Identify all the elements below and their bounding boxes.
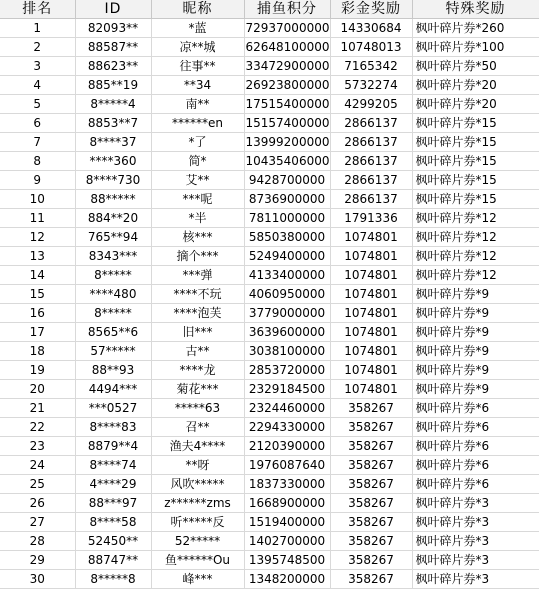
score-cell: 8736900000 xyxy=(244,190,330,209)
table-row xyxy=(0,361,539,380)
score-cell: 26923800000 xyxy=(244,76,330,95)
score-cell: 3779000000 xyxy=(244,304,330,323)
id-cell: 8565**6 xyxy=(75,323,151,342)
special-reward-cell: 枫叶碎片券*50 xyxy=(412,57,539,76)
table-row xyxy=(0,494,539,513)
rank-cell: 23 xyxy=(0,437,75,456)
score-cell: 5249400000 xyxy=(244,247,330,266)
nickname-cell: ****泡芙 xyxy=(151,304,244,323)
special-reward-cell: 枫叶碎片券*9 xyxy=(412,361,539,380)
special-reward-cell: 枫叶碎片券*9 xyxy=(412,323,539,342)
rank-cell: 27 xyxy=(0,513,75,532)
nickname-cell: 鱼******Ou xyxy=(151,551,244,570)
rank-cell: 30 xyxy=(0,570,75,589)
id-cell: 8879**4 xyxy=(75,437,151,456)
header-id: ID xyxy=(75,0,151,19)
nickname-cell: ****龙 xyxy=(151,361,244,380)
jackpot-cell: 1074801 xyxy=(330,266,412,285)
score-cell: 13999200000 xyxy=(244,133,330,152)
jackpot-cell: 358267 xyxy=(330,532,412,551)
special-reward-cell: 枫叶碎片券*12 xyxy=(412,209,539,228)
id-cell: 884**20 xyxy=(75,209,151,228)
rank-cell: 10 xyxy=(0,190,75,209)
id-cell: 57***** xyxy=(75,342,151,361)
table-row xyxy=(0,285,539,304)
score-cell: 1395748500 xyxy=(244,551,330,570)
special-reward-cell: 枫叶碎片券*20 xyxy=(412,76,539,95)
special-reward-cell: 枫叶碎片券*260 xyxy=(412,19,539,38)
score-cell: 1668900000 xyxy=(244,494,330,513)
score-cell: 72937000000 xyxy=(244,19,330,38)
rank-cell: 21 xyxy=(0,399,75,418)
nickname-cell: 召** xyxy=(151,418,244,437)
table-row xyxy=(0,114,539,133)
id-cell: 8*****4 xyxy=(75,95,151,114)
special-reward-cell: 枫叶碎片券*15 xyxy=(412,133,539,152)
id-cell: ***0527 xyxy=(75,399,151,418)
nickname-cell: 南** xyxy=(151,95,244,114)
rank-cell: 4 xyxy=(0,76,75,95)
jackpot-cell: 1074801 xyxy=(330,323,412,342)
table-body xyxy=(0,19,539,589)
special-reward-cell: 枫叶碎片券*12 xyxy=(412,266,539,285)
nickname-cell: 简* xyxy=(151,152,244,171)
score-cell: 3639600000 xyxy=(244,323,330,342)
score-cell: 3038100000 xyxy=(244,342,330,361)
id-cell: 8343*** xyxy=(75,247,151,266)
special-reward-cell: 枫叶碎片券*20 xyxy=(412,95,539,114)
table-row xyxy=(0,380,539,399)
special-reward-cell: 枫叶碎片券*15 xyxy=(412,171,539,190)
table-row xyxy=(0,513,539,532)
nickname-cell: 风吹***** xyxy=(151,475,244,494)
id-cell: 765**94 xyxy=(75,228,151,247)
nickname-cell: ***呢 xyxy=(151,190,244,209)
score-cell: 15157400000 xyxy=(244,114,330,133)
header-rank: 排名 xyxy=(0,0,75,19)
special-reward-cell: 枫叶碎片券*100 xyxy=(412,38,539,57)
table-row xyxy=(0,209,539,228)
rank-cell: 26 xyxy=(0,494,75,513)
nickname-cell: 渔夫4**** xyxy=(151,437,244,456)
nickname-cell: 摘个*** xyxy=(151,247,244,266)
table-row xyxy=(0,323,539,342)
table-row xyxy=(0,76,539,95)
table-header xyxy=(0,0,539,19)
table-row xyxy=(0,266,539,285)
jackpot-cell: 1791336 xyxy=(330,209,412,228)
special-reward-cell: 枫叶碎片券*3 xyxy=(412,551,539,570)
jackpot-cell: 2866137 xyxy=(330,190,412,209)
score-cell: 1976087640 xyxy=(244,456,330,475)
special-reward-cell: 枫叶碎片券*9 xyxy=(412,380,539,399)
table-row xyxy=(0,342,539,361)
id-cell: 8*****8 xyxy=(75,570,151,589)
jackpot-cell: 2866137 xyxy=(330,152,412,171)
nickname-cell: 菊花*** xyxy=(151,380,244,399)
table-row xyxy=(0,437,539,456)
nickname-cell: 听*****反 xyxy=(151,513,244,532)
jackpot-cell: 1074801 xyxy=(330,361,412,380)
rank-cell: 19 xyxy=(0,361,75,380)
id-cell: 82093** xyxy=(75,19,151,38)
id-cell: 88587** xyxy=(75,38,151,57)
table-row xyxy=(0,551,539,570)
score-cell: 4060950000 xyxy=(244,285,330,304)
special-reward-cell: 枫叶碎片券*3 xyxy=(412,494,539,513)
rank-cell: 15 xyxy=(0,285,75,304)
rank-cell: 25 xyxy=(0,475,75,494)
id-cell: 8****730 xyxy=(75,171,151,190)
id-cell: 8853**7 xyxy=(75,114,151,133)
special-reward-cell: 枫叶碎片券*9 xyxy=(412,342,539,361)
table-row xyxy=(0,57,539,76)
jackpot-cell: 358267 xyxy=(330,418,412,437)
table-row xyxy=(0,171,539,190)
header-nickname: 昵称 xyxy=(151,0,244,19)
header-fishing-score: 捕鱼积分 xyxy=(244,0,330,19)
score-cell: 2324460000 xyxy=(244,399,330,418)
special-reward-cell: 枫叶碎片券*15 xyxy=(412,152,539,171)
id-cell: 4494*** xyxy=(75,380,151,399)
table-row xyxy=(0,95,539,114)
score-cell: 1348200000 xyxy=(244,570,330,589)
score-cell: 5850380000 xyxy=(244,228,330,247)
jackpot-cell: 10748013 xyxy=(330,38,412,57)
score-cell: 1402700000 xyxy=(244,532,330,551)
nickname-cell: *了 xyxy=(151,133,244,152)
rank-cell: 24 xyxy=(0,456,75,475)
special-reward-cell: 枫叶碎片券*3 xyxy=(412,570,539,589)
table-row xyxy=(0,19,539,38)
id-cell: 88***97 xyxy=(75,494,151,513)
jackpot-cell: 358267 xyxy=(330,513,412,532)
rank-cell: 2 xyxy=(0,38,75,57)
header-jackpot-reward: 彩金奖励 xyxy=(330,0,412,19)
table-row xyxy=(0,570,539,589)
score-cell: 2120390000 xyxy=(244,437,330,456)
jackpot-cell: 5732274 xyxy=(330,76,412,95)
nickname-cell: *半 xyxy=(151,209,244,228)
rank-cell: 28 xyxy=(0,532,75,551)
rank-cell: 18 xyxy=(0,342,75,361)
table-row xyxy=(0,247,539,266)
id-cell: 8****58 xyxy=(75,513,151,532)
nickname-cell: 52***** xyxy=(151,532,244,551)
nickname-cell: *蓝 xyxy=(151,19,244,38)
rank-cell: 3 xyxy=(0,57,75,76)
jackpot-cell: 358267 xyxy=(330,570,412,589)
score-cell: 7811000000 xyxy=(244,209,330,228)
nickname-cell: **呀 xyxy=(151,456,244,475)
score-cell: 2329184500 xyxy=(244,380,330,399)
jackpot-cell: 2866137 xyxy=(330,171,412,190)
nickname-cell: 往事** xyxy=(151,57,244,76)
jackpot-cell: 358267 xyxy=(330,494,412,513)
special-reward-cell: 枫叶碎片券*6 xyxy=(412,437,539,456)
score-cell: 1519400000 xyxy=(244,513,330,532)
score-cell: 2294330000 xyxy=(244,418,330,437)
jackpot-cell: 14330684 xyxy=(330,19,412,38)
table-row xyxy=(0,190,539,209)
table-row xyxy=(0,304,539,323)
table-row xyxy=(0,152,539,171)
rank-cell: 11 xyxy=(0,209,75,228)
id-cell: 88***** xyxy=(75,190,151,209)
rank-cell: 8 xyxy=(0,152,75,171)
jackpot-cell: 2866137 xyxy=(330,114,412,133)
special-reward-cell: 枫叶碎片券*15 xyxy=(412,114,539,133)
table-row xyxy=(0,532,539,551)
score-cell: 2853720000 xyxy=(244,361,330,380)
score-cell: 1837330000 xyxy=(244,475,330,494)
id-cell: 8****83 xyxy=(75,418,151,437)
header-row xyxy=(0,0,539,19)
jackpot-cell: 358267 xyxy=(330,399,412,418)
table-row xyxy=(0,456,539,475)
id-cell: 885**19 xyxy=(75,76,151,95)
table-row xyxy=(0,133,539,152)
rank-cell: 20 xyxy=(0,380,75,399)
special-reward-cell: 枫叶碎片券*3 xyxy=(412,532,539,551)
rank-cell: 1 xyxy=(0,19,75,38)
nickname-cell: 核*** xyxy=(151,228,244,247)
nickname-cell: 峰*** xyxy=(151,570,244,589)
rank-cell: 16 xyxy=(0,304,75,323)
special-reward-cell: 枫叶碎片券*9 xyxy=(412,285,539,304)
id-cell: ****480 xyxy=(75,285,151,304)
rank-cell: 6 xyxy=(0,114,75,133)
nickname-cell: *****63 xyxy=(151,399,244,418)
jackpot-cell: 1074801 xyxy=(330,247,412,266)
id-cell: 88747** xyxy=(75,551,151,570)
rank-cell: 13 xyxy=(0,247,75,266)
jackpot-cell: 358267 xyxy=(330,475,412,494)
nickname-cell: ******en xyxy=(151,114,244,133)
nickname-cell: 旧*** xyxy=(151,323,244,342)
table-row xyxy=(0,399,539,418)
id-cell: 88623** xyxy=(75,57,151,76)
special-reward-cell: 枫叶碎片券*6 xyxy=(412,475,539,494)
score-cell: 33472900000 xyxy=(244,57,330,76)
id-cell: ****360 xyxy=(75,152,151,171)
jackpot-cell: 1074801 xyxy=(330,285,412,304)
nickname-cell: **34 xyxy=(151,76,244,95)
rank-cell: 17 xyxy=(0,323,75,342)
jackpot-cell: 358267 xyxy=(330,456,412,475)
table-row xyxy=(0,38,539,57)
rank-cell: 9 xyxy=(0,171,75,190)
score-cell: 9428700000 xyxy=(244,171,330,190)
id-cell: 8***** xyxy=(75,266,151,285)
jackpot-cell: 7165342 xyxy=(330,57,412,76)
score-cell: 4133400000 xyxy=(244,266,330,285)
jackpot-cell: 1074801 xyxy=(330,380,412,399)
jackpot-cell: 1074801 xyxy=(330,304,412,323)
id-cell: 8****74 xyxy=(75,456,151,475)
special-reward-cell: 枫叶碎片券*3 xyxy=(412,513,539,532)
special-reward-cell: 枫叶碎片券*6 xyxy=(412,456,539,475)
rank-cell: 12 xyxy=(0,228,75,247)
nickname-cell: ***弹 xyxy=(151,266,244,285)
header-special-reward: 特殊奖励 xyxy=(412,0,539,19)
special-reward-cell: 枫叶碎片券*12 xyxy=(412,228,539,247)
jackpot-cell: 358267 xyxy=(330,437,412,456)
nickname-cell: 凉**城 xyxy=(151,38,244,57)
special-reward-cell: 枫叶碎片券*6 xyxy=(412,418,539,437)
rank-cell: 29 xyxy=(0,551,75,570)
jackpot-cell: 2866137 xyxy=(330,133,412,152)
id-cell: 8***** xyxy=(75,304,151,323)
special-reward-cell: 枫叶碎片券*12 xyxy=(412,247,539,266)
id-cell: 4****29 xyxy=(75,475,151,494)
jackpot-cell: 1074801 xyxy=(330,342,412,361)
score-cell: 17515400000 xyxy=(244,95,330,114)
table-row xyxy=(0,475,539,494)
score-cell: 10435406000 xyxy=(244,152,330,171)
rank-cell: 14 xyxy=(0,266,75,285)
id-cell: 88**93 xyxy=(75,361,151,380)
jackpot-cell: 358267 xyxy=(330,551,412,570)
score-cell: 62648100000 xyxy=(244,38,330,57)
nickname-cell: z******zms xyxy=(151,494,244,513)
id-cell: 8****37 xyxy=(75,133,151,152)
rank-cell: 22 xyxy=(0,418,75,437)
jackpot-cell: 1074801 xyxy=(330,228,412,247)
nickname-cell: 艾** xyxy=(151,171,244,190)
nickname-cell: 古** xyxy=(151,342,244,361)
rank-cell: 7 xyxy=(0,133,75,152)
nickname-cell: ****不玩 xyxy=(151,285,244,304)
special-reward-cell: 枫叶碎片券*9 xyxy=(412,304,539,323)
special-reward-cell: 枫叶碎片券*6 xyxy=(412,399,539,418)
jackpot-cell: 4299205 xyxy=(330,95,412,114)
id-cell: 52450** xyxy=(75,532,151,551)
rank-cell: 5 xyxy=(0,95,75,114)
special-reward-cell: 枫叶碎片券*15 xyxy=(412,190,539,209)
table-row xyxy=(0,418,539,437)
table-row xyxy=(0,228,539,247)
